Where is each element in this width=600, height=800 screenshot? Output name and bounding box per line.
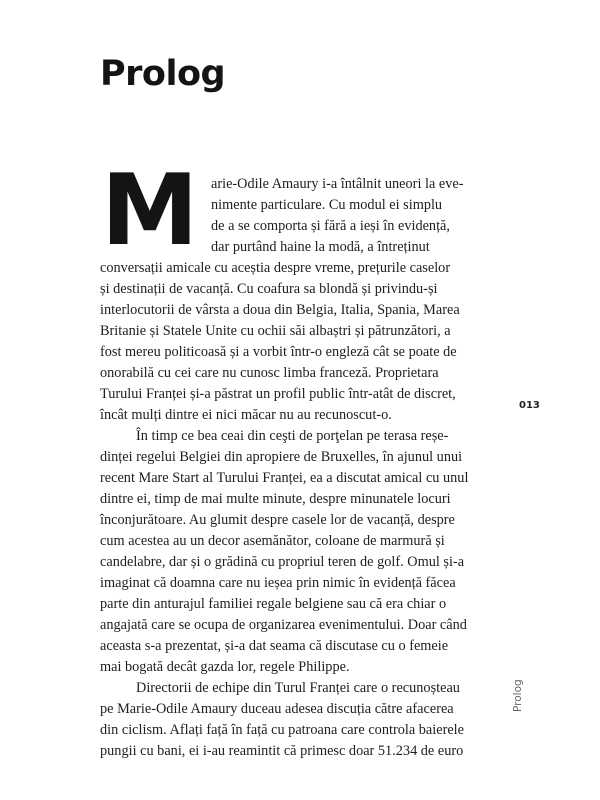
text-line: arie-Odile Amaury i-a întâlnit uneori la eve- [211,176,464,192]
text-line: Turului Franței și-a păstrat un profil public într-atât de discret, [100,386,456,402]
text-line: nimente particulare. Cu modul ei simplu [211,197,443,213]
paragraph-2 [100,426,495,678]
text-line: aceasta s-a prezentat, și-a dat seama că discutase cu o femeie [100,638,449,654]
text-line: parte din anturajul familiei regale belgiene sau că era chiar o [100,596,447,612]
text-line: Britanie și Statele Unite cu ochii săi albaștri și pătrunzători, a [100,323,451,339]
text-line: candelabre, dar și o grădină cu propriul teren de golf. Omul și-a [100,554,465,570]
text-line: și destinații de vacanță. Cu coafura sa blondă și privindu-și [100,281,438,297]
text-line: imaginat că doamna care nu ieșea prin nimic în evidență făcea [100,575,456,591]
text-line: dintre ei, timp de mai multe minute, despre minunatele locuri [100,491,451,507]
text-line: cum acestea au un decor asemănător, coloane de marmură și [100,533,445,549]
page-number: 013 [519,400,540,411]
text-line: conversații amicale cu aceștia despre vreme, prețurile caselor [100,260,451,276]
running-head: Prolog [512,679,524,712]
body-text [100,174,495,762]
text-line: angajată care se ocupa de organizarea evenimentului. Doar când [100,617,467,633]
text-line: recent Mare Start al Turului Franței, ea a discutat amical cu unul [100,470,469,486]
text-line: din ciclism. Aflați față în față cu patroana care controla baierele [100,722,464,738]
chapter-title: Prolog [100,54,226,94]
text-line: În timp ce bea ceai din ceşti de porţelan pe terasa reșe- [136,428,449,444]
text-line: interlocutorii de vârsta a doua din Belgia, Italia, Spania, Marea [100,302,460,318]
paragraph-1 [100,174,495,426]
text-line: încât mulți dintre ei nici măcar nu au recunoscut-o. [100,407,392,423]
text-line: fost mereu politicoasă și a vorbit într-o engleză cât se poate de [100,344,457,360]
drop-cap: M [101,154,196,268]
text-line: dinței regelui Belgiei din apropiere de Bruxelles, în ajunul unui [100,449,463,465]
text-line: mai bogată decât gazda lor, regele Philippe. [100,659,350,675]
paragraph-3 [100,678,495,762]
text-line: onorabilă cu cei care nu cunosc limba franceză. Proprietara [100,365,439,381]
text-line: pe Marie-Odile Amaury duceau adesea discuția către afacerea [100,701,454,717]
text-line: de a se comporta și fără a ieși în evidență, [211,218,450,234]
text-line: înconjurătoare. Au glumit despre casele lor de vacanță, despre [100,512,455,528]
text-line: pungii cu bani, ei i-au reamintit că primesc doar 51.234 de euro [100,743,464,759]
text-line: Directorii de echipe din Turul Franței care o recunoșteau [136,680,460,696]
text-line: dar purtând haine la modă, a întreținut [211,239,430,255]
